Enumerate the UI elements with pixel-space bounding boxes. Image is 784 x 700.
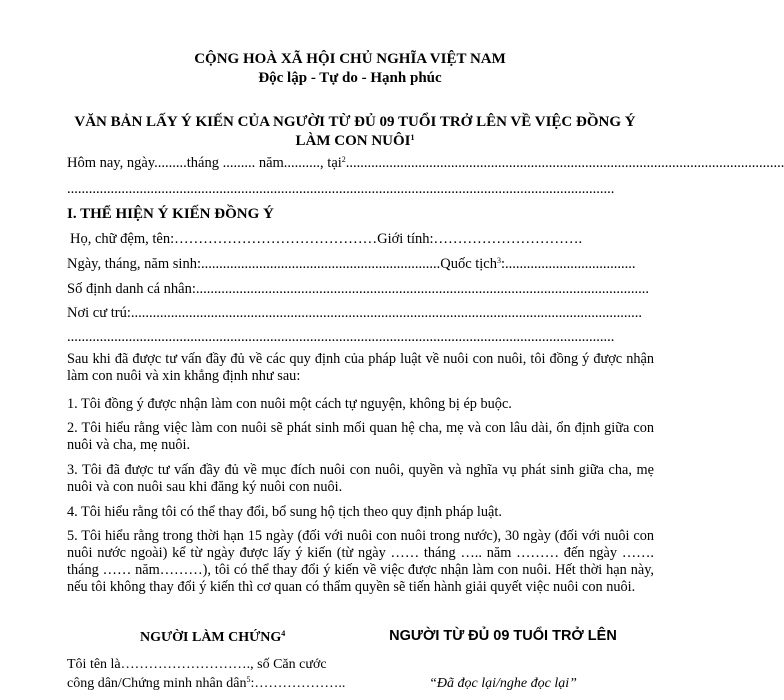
commitment-item-3: 3. Tôi đã được tư vấn đầy đủ về mục đích nuôi con nuôi, quyền và nghĩa vụ phát sinh giữa cha, mẹ nuôi và con nuôi sau khi đăng ký nuôi con nuôi. xyxy=(67,462,654,495)
dob-text: Ngày, tháng, năm sinh:..................................................................Quốc tịch xyxy=(67,256,497,272)
document-title xyxy=(60,113,650,151)
witness-id-dots: :……………….. xyxy=(250,676,346,691)
footnote-marker: 1 xyxy=(410,133,415,142)
date-place-continuation: ....................................................................................................................................................... xyxy=(67,181,615,197)
date-place-dots: ......................................................................................................................... xyxy=(345,155,784,171)
commitment-item-5: 5. Tôi hiểu rằng trong thời hạn 15 ngày (đối với nuôi con nuôi trong nước), 30 ngày (đối với nuôi con nuôi nước ngoài) kể từ ngày được lấy ý kiến (từ ngày …… tháng ….. năm ……… đến ngày ……. tháng …… năm………), tôi có thể thay đổi ý kiến về việc được nhận làm con nuôi. Hết thời hạn này, nếu tôi không thay đổi ý kiến thì cơ quan có thẩm quyền sẽ tiến hành giải quyết việc nuôi con nuôi. xyxy=(67,528,654,595)
witness-id-line xyxy=(67,675,345,693)
dob-nationality-field xyxy=(67,255,657,273)
section-heading: I. THỂ HIỆN Ý KIẾN ĐỒNG Ý xyxy=(67,206,274,222)
national-motto: Độc lập - Tự do - Hạnh phúc xyxy=(258,70,442,86)
footnote-marker: 3 xyxy=(497,256,501,265)
intro-paragraph: Sau khi đã được tư vấn đầy đủ về các quy định của pháp luật về nuôi con nuôi, tôi đồng ý được nhận làm con nuôi và xin khẳng định như sau: xyxy=(67,351,654,384)
document-title-line2-text: LÀM CON NUÔI xyxy=(295,133,411,149)
commitment-item-1: 1. Tôi đồng ý được nhận làm con nuôi một cách tự nguyện, không bị ép buộc. xyxy=(67,396,512,412)
personal-id-field: Số định danh cá nhân:............................................................................................................................. xyxy=(67,281,649,297)
date-place-line xyxy=(67,154,784,172)
witness-heading-text: NGƯỜI LÀM CHỨNG xyxy=(140,630,282,645)
applicant-heading: NGƯỜI TỪ ĐỦ 09 TUỔI TRỞ LÊN xyxy=(389,628,617,644)
document-title-line1: VĂN BẢN LẤY Ý KIẾN CỦA NGƯỜI TỪ ĐỦ 09 TUỔI TRỞ LÊN VỀ VIỆC ĐỒNG Ý xyxy=(74,114,636,130)
date-place-text: Hôm nay, ngày.........tháng ......... năm.........., tại xyxy=(67,155,342,171)
witness-heading xyxy=(140,630,285,646)
nationality-dots: :.................................... xyxy=(501,256,636,272)
commitment-item-4: 4. Tôi hiểu rằng tôi có thể thay đổi, bổ sung hộ tịch theo quy định pháp luật. xyxy=(67,504,502,520)
commitment-item-2: 2. Tôi hiểu rằng việc làm con nuôi sẽ phát sinh mối quan hệ cha, mẹ và con lâu dài, ổn định giữa con nuôi và cha, mẹ nuôi. xyxy=(67,420,654,453)
residence-field: Nơi cư trú:............................................................................................................................................. xyxy=(67,305,642,321)
applicant-read-confirmation: “Đã đọc lại/nghe đọc lại” xyxy=(429,676,577,691)
witness-name-line: Tôi tên là………………………., số Căn cước xyxy=(67,657,327,672)
footnote-marker: 2 xyxy=(341,155,346,164)
document-title-line2 xyxy=(60,132,650,151)
national-name: CỘNG HOÀ XÃ HỘI CHỦ NGHĨA VIỆT NAM xyxy=(194,51,506,67)
residence-continuation: ....................................................................................................................................................... xyxy=(67,329,615,345)
witness-id-text: công dân/Chứng minh nhân dân xyxy=(67,676,247,691)
name-gender-field: Họ, chữ đệm, tên:……………………………………Giới tính:…………………………. xyxy=(70,231,583,247)
footnote-marker: 5 xyxy=(246,675,251,684)
footnote-marker: 4 xyxy=(281,629,286,638)
